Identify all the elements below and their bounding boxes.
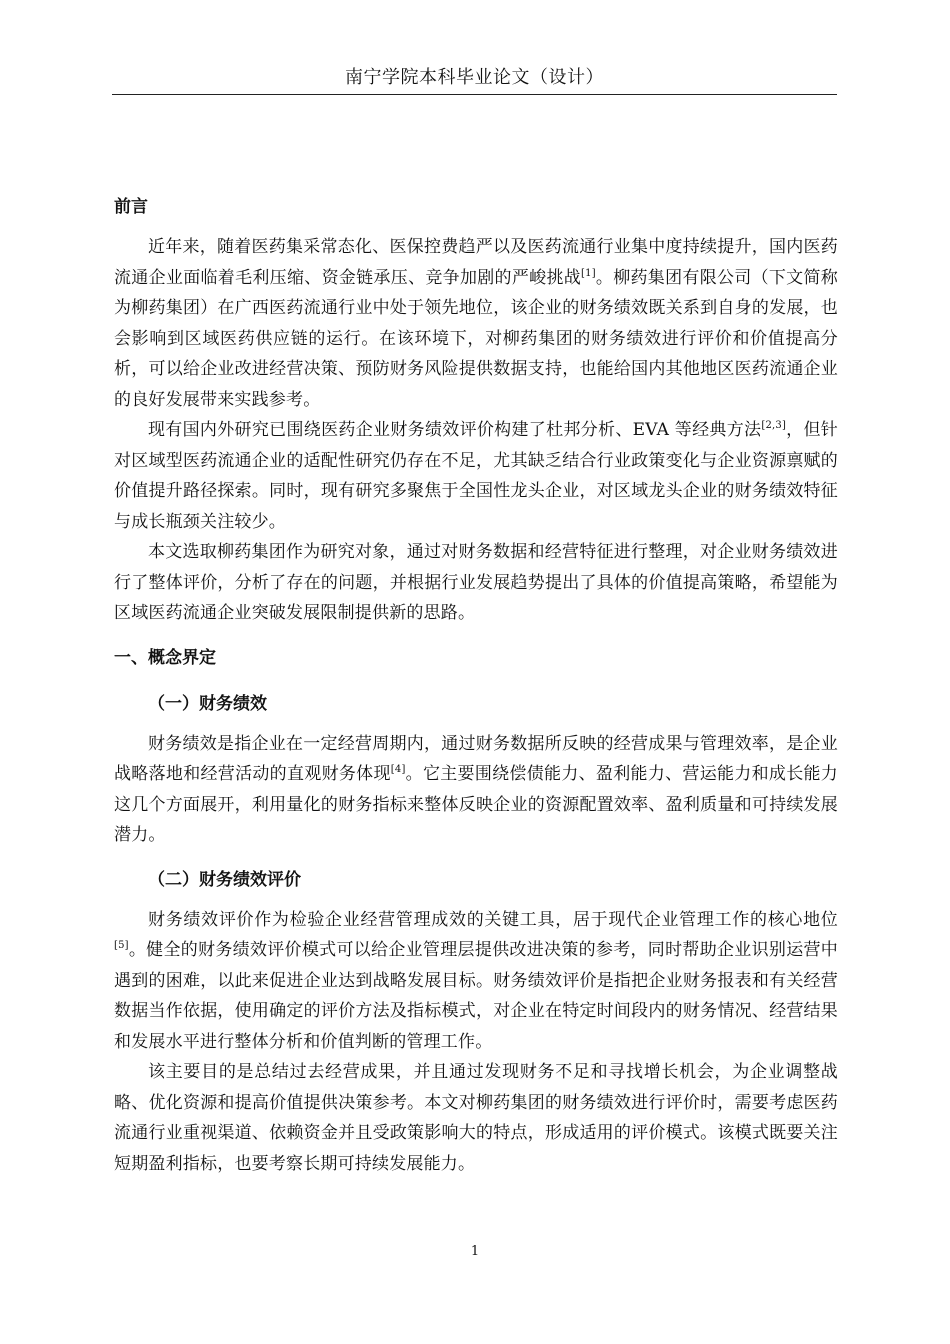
paragraph-text: ，但针对区域型医药流通企业的适配性研究仍存在不足，尤其缺乏结合行业政策变化与企业资源禀赋的价值提升路径探索。同时，现有研究多聚焦于全国性龙头企业，对区域龙头企业的财务绩效特征与成长瓶颈关注较少。 (114, 420, 838, 532)
paragraph-text: 该主要目的是总结过去经营成果，并且通过发现财务不足和寻找增长机会，为企业调整战略、优化资源和提高价值提供决策参考。本文对柳药集团的财务绩效进行评价时，需要考虑医药流通行业重视渠道、依赖资金并且受政策影响大的特点，形成适用的评价模式。该模式既要关注短期盈利指标，也要考察长期可持续发展能力。 (114, 1062, 838, 1174)
paragraph-text: 现有国内外研究已围绕医药企业财务绩效评价构建了杜邦分析、EVA 等经典方法 (148, 420, 762, 440)
preface-paragraph-3 (114, 537, 838, 629)
section-1-heading: 一、概念界定 (114, 647, 216, 668)
preface-paragraph-2 (114, 415, 838, 537)
citation-ref: [4] (390, 764, 406, 775)
paragraph-text: 近年来，随着医药集采常态化、医保控费趋严以及医药流通行业集中度持续提升，国内医药流通企业面临着毛利压缩、资金链承压、竞争加剧的严峻挑战 (114, 237, 838, 288)
subsection-2-heading: （二）财务绩效评价 (148, 869, 301, 890)
header-title: 南宁学院本科毕业论文（设计） (345, 67, 604, 88)
paragraph-text: 财务绩效是指企业在一定经营周期内，通过财务数据所反映的经营成果与管理效率，是企业战略落地和经营活动的直观财务体现 (114, 733, 838, 784)
paragraph-text: 。柳药集团有限公司（下文简称为柳药集团）在广西医药流通行业中处于领先地位，该企业的财务绩效既关系到自身的发展，也会影响到区域医药供应链的运行。在该环境下，对柳药集团的财务绩效进行评价和价值提高分析，可以给企业改进经营决策、预防财务风险提供数据支持，也能给国内其他地区医药流通企业的良好发展带来实践参考。 (114, 267, 838, 410)
subsection-1-heading: （一）财务绩效 (148, 693, 267, 714)
preface-heading: 前言 (114, 197, 148, 217)
subsection-1-paragraph-1 (114, 729, 838, 851)
subsection-2-paragraph-2 (114, 1057, 838, 1179)
citation-ref: [5] (114, 940, 129, 951)
citation-ref: [2,3] (761, 420, 787, 431)
paragraph-text: 。健全的财务绩效评价模式可以给企业管理层提供改进决策的参考，同时帮助企业识别运营中遇到的困难，以此来促进企业达到战略发展目标。财务绩效评价是指把企业财务报表和有关经营数据当作依据，使用确定的评价方法及指标模式，对企业在特定时间段内的财务情况、经营结果和发展水平进行整体分析和价值判断的管理工作。 (114, 940, 838, 1052)
page-number: 1 (470, 1244, 480, 1259)
citation-ref: [1] (581, 267, 596, 279)
preface-paragraph-1 (114, 232, 838, 415)
paragraph-text: 财务绩效评价作为检验企业经营管理成效的关键工具，居于现代企业管理工作的核心地位 (148, 909, 838, 930)
subsection-2-paragraph-1 (114, 905, 838, 1058)
paragraph-text: 。它主要围绕偿债能力、盈利能力、营运能力和成长能力这几个方面展开，利用量化的财务指标来整体反映企业的资源配置效率、盈利质量和可持续发展潜力。 (114, 764, 839, 845)
page-header (112, 62, 837, 95)
page-body (114, 190, 838, 1179)
paragraph-text: 本文选取柳药集团作为研究对象，通过对财务数据和经营特征进行整理，对企业财务绩效进行了整体评价，分析了存在的问题，并根据行业发展趋势提出了具体的价值提高策略，希望能为区域医药流通企业突破发展限制提供新的思路。 (114, 542, 838, 623)
